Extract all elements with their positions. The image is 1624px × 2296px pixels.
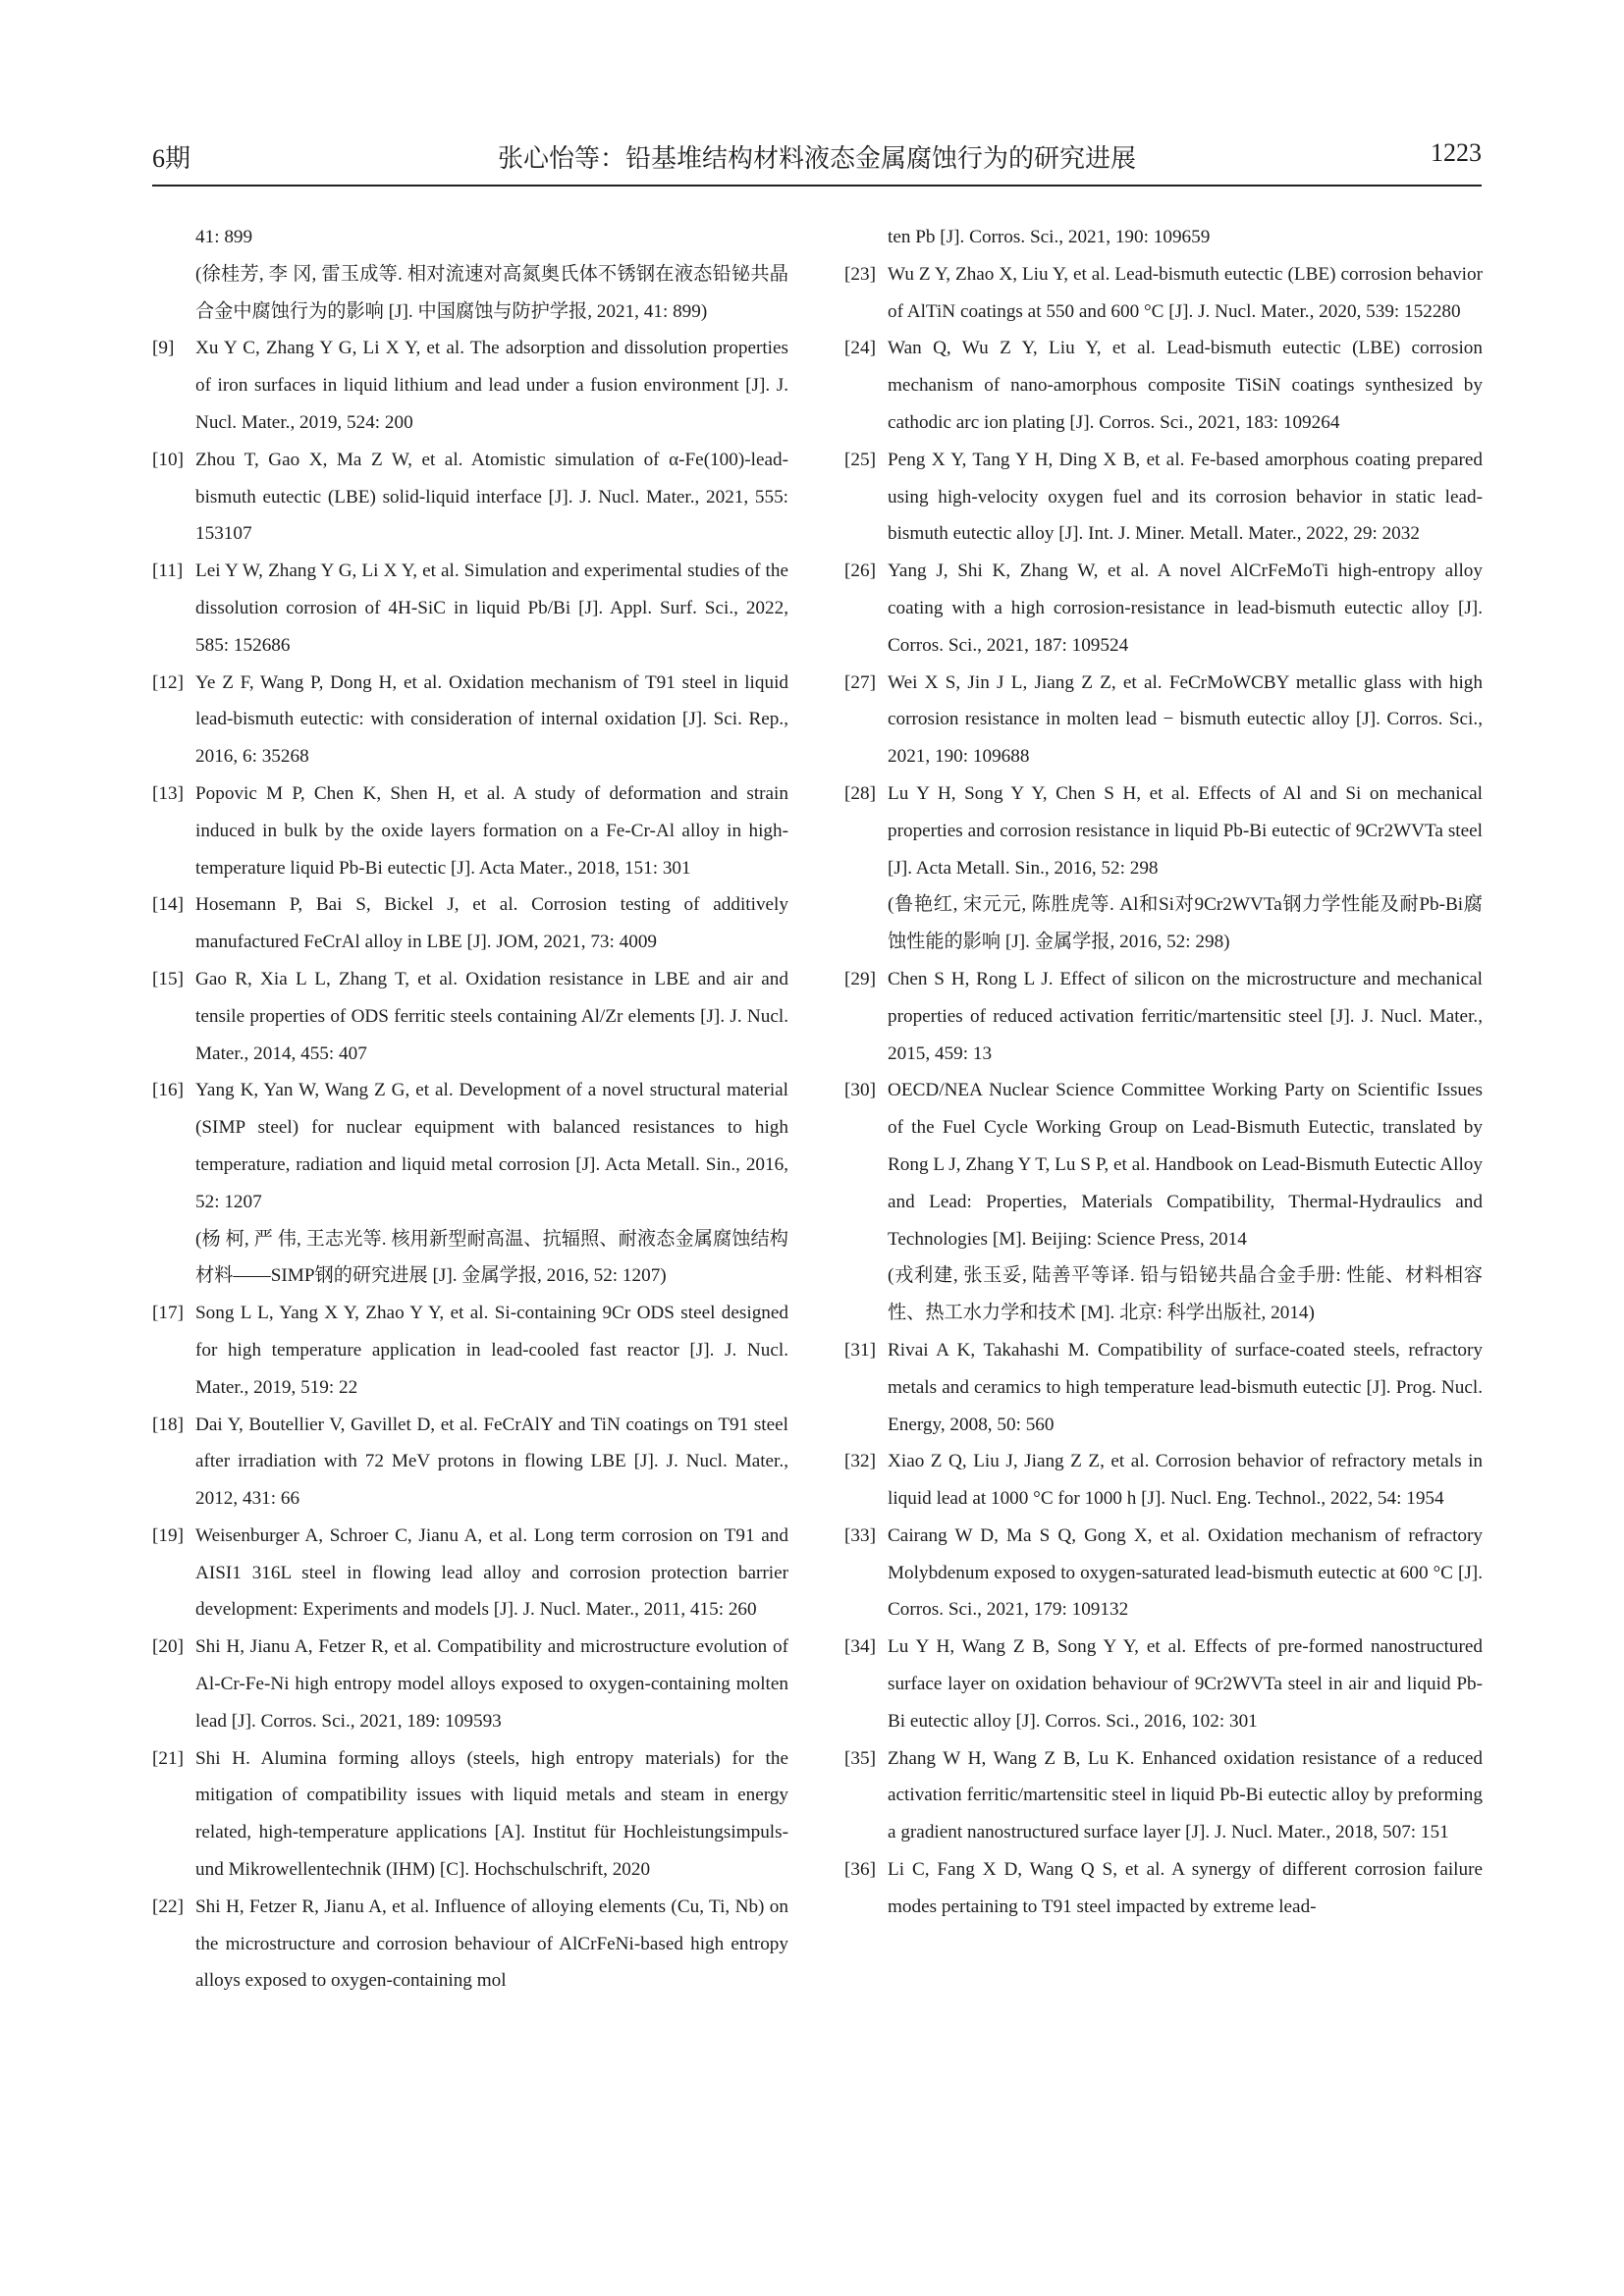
reference-item [152,1295,788,1406]
reference-number: [15] [152,968,184,989]
reference-number: [33] [844,1524,876,1546]
reference-item [152,442,788,553]
reference-item [152,1889,788,2000]
reference-text: Li C, Fang X D, Wang Q S, et al. A synergy of different corrosion failure modes pertaining to T91 steel impacted by extreme lead- [888,1859,1483,1917]
reference-continuation: 41: 899 (徐桂芳, 李 冈, 雷玉成等. 相对流速对高氮奥氏体不锈钢在液态铅铋共晶合金中腐蚀行为的影响 [J]. 中国腐蚀与防护学报, 2021, 41: 899) [195,227,788,322]
reference-item [152,330,788,441]
reference-list [844,256,1483,1926]
reference-item [152,961,788,1072]
reference-item [152,1740,788,1889]
reference-text: Lu Y H, Wang Z B, Song Y Y, et al. Effects of pre-formed nanostructured surface layer on oxidation behaviour of 9Cr2WVTa steel in air and liquid Pb-Bi eutectic alloy [J]. Corros. Sci., 2016, 102: 301 [888,1636,1483,1732]
reference-number: [27] [844,671,876,693]
reference-number: [17] [152,1303,184,1324]
reference-text: Lei Y W, Zhang Y G, Li X Y, et al. Simulation and experimental studies of the dissolution corrosion of 4H-SiC in liquid Pb/Bi [J]. Appl. Surf. Sci., 2022, 585: 152686 [195,561,788,656]
reference-item [152,665,788,775]
reference-number: [21] [152,1747,184,1769]
reference-text: Ye Z F, Wang P, Dong H, et al. Oxidation mechanism of T91 steel in liquid lead-bismuth eutectic: with consideration of internal oxidation [J]. Sci. Rep., 2016, 6: 35268 [195,671,788,768]
reference-translation: (鲁艳红, 宋元元, 陈胜虎等. Al和Si对9Cr2WVTa钢力学性能及耐Pb-Bi腐蚀性能的影响 [J]. 金属学报, 2016, 52: 298) [888,894,1483,953]
reference-item [844,961,1483,1072]
reference-number: [20] [152,1636,184,1658]
reference-item [844,330,1483,441]
reference-text: Shi H, Jianu A, Fetzer R, et al. Compatibility and microstructure evolution of Al-Cr-Fe-Ni high entropy model alloys exposed to oxygen-containing molten lead [J]. Corros. Sci., 2021, 189: 109593 [195,1636,788,1732]
reference-translation: (杨 柯, 严 伟, 王志光等. 核用新型耐高温、抗辐照、耐液态金属腐蚀结构材料——SIMP钢的研究进展 [J]. 金属学报, 2016, 52: 1207) [195,1228,788,1287]
reference-number: [19] [152,1524,184,1546]
reference-text: Gao R, Xia L L, Zhang T, et al. Oxidation resistance in LBE and air and tensile properties of ODS ferritic steels containing Al/Zr elements [J]. J. Nucl. Mater., 2014, 455: 407 [195,968,788,1064]
reference-item [844,1518,1483,1629]
reference-number: [28] [844,782,876,804]
reference-number: [29] [844,968,876,989]
reference-number: [24] [844,338,876,359]
reference-item [152,886,788,961]
reference-item [844,1443,1483,1518]
page-header [152,134,1482,180]
reference-number: [30] [844,1080,876,1101]
reference-text: Xu Y C, Zhang Y G, Li X Y, et al. The adsorption and dissolution properties of iron surfaces in liquid lithium and lead under a fusion environment [J]. J. Nucl. Mater., 2019, 524: 200 [195,338,788,433]
reference-text: Peng X Y, Tang Y H, Ding X B, et al. Fe-based amorphous coating prepared using high-velocity oxygen fuel and its corrosion behavior in static lead-bismuth eutectic alloy [J]. Int. J. Miner. Metall. Mater., 2022, 29: 2032 [888,449,1483,545]
reference-number: [11] [152,561,184,582]
reference-item [844,1851,1483,1926]
reference-item [844,775,1483,961]
reference-number: [25] [844,449,876,470]
journal-issue: 6期 [152,144,191,173]
reference-number: [12] [152,671,184,693]
reference-item [844,1072,1483,1332]
reference-item [152,1072,788,1295]
reference-number: [34] [844,1636,876,1658]
reference-item [152,775,788,886]
reference-text: Yang K, Yan W, Wang Z G, et al. Development of a novel structural material (SIMP steel) for nuclear equipment with balanced resistances to high temperature, radiation and liquid metal corrosion [J]. Acta Metall. Sin., 2016, 52: 1207 [195,1080,788,1212]
reference-number: [10] [152,449,184,470]
reference-continuation: ten Pb [J]. Corros. Sci., 2021, 190: 109659 [888,227,1211,247]
reference-item [152,1518,788,1629]
reference-item [844,1740,1483,1851]
reference-number: [31] [844,1339,876,1361]
reference-text: Yang J, Shi K, Zhang W, et al. A novel AlCrFeMoTi high-entropy alloy coating with a high corrosion-resistance in lead-bismuth eutectic alloy [J]. Corros. Sci., 2021, 187: 109524 [888,561,1483,656]
reference-text: Chen S H, Rong L J. Effect of silicon on the microstructure and mechanical properties of reduced activation ferritic/martensitic steel [J]. J. Nucl. Mater., 2015, 459: 13 [888,968,1483,1064]
reference-item [844,665,1483,775]
reference-text: Wu Z Y, Zhao X, Liu Y, et al. Lead-bismuth eutectic (LBE) corrosion behavior of AlTiN coatings at 550 and 600 °C [J]. J. Nucl. Mater., 2020, 539: 152280 [888,263,1483,322]
reference-text: Song L L, Yang X Y, Zhao Y Y, et al. Si-containing 9Cr ODS steel designed for high temperature application in lead-cooled fast reactor [J]. J. Nucl. Mater., 2019, 519: 22 [195,1303,788,1398]
reference-number: [35] [844,1747,876,1769]
reference-text: Hosemann P, Bai S, Bickel J, et al. Corrosion testing of additively manufactured FeCrAl alloy in LBE [J]. JOM, 2021, 73: 4009 [195,894,788,953]
reference-text: Shi H. Alumina forming alloys (steels, high entropy materials) for the mitigation of compatibility issues with liquid metals and steam in energy related, high-temperature applications [A]. Institut für Hochleistungsimpuls- und Mikrowellentechnik (IHM) [C]. Hochschulschrift, 2020 [195,1747,788,1881]
reference-item [844,553,1483,664]
reference-text: OECD/NEA Nuclear Science Committee Working Party on Scientific Issues of the Fuel Cycle Working Group on Lead-Bismuth Eutectic, translated by Rong L J, Zhang Y T, Lu S P, et al. Handbook on Lead-Bismuth Eutectic Alloy and Lead: Properties, Materials Compatibility, Thermal-Hydraulics and Technologies [M]. Beijing: Science Press, 2014 [888,1080,1483,1250]
reference-item [152,553,788,664]
reference-number: [9] [152,338,175,359]
reference-text: Wei X S, Jin J L, Jiang Z Z, et al. FeCrMoWCBY metallic glass with high corrosion resistance in molten lead − bismuth eutectic alloy [J]. Corros. Sci., 2021, 190: 109688 [888,671,1483,768]
reference-text: Dai Y, Boutellier V, Gavillet D, et al. FeCrAlY and TiN coatings on T91 steel after irradiation with 72 MeV protons in flowing LBE [J]. J. Nucl. Mater., 2012, 431: 66 [195,1414,788,1510]
reference-item [844,256,1483,331]
reference-number: [13] [152,782,184,804]
left-column [152,219,788,2000]
reference-number: [14] [152,894,184,916]
reference-item [844,1332,1483,1443]
reference-item [844,442,1483,553]
reference-text: Weisenburger A, Schroer C, Jianu A, et al. Long term corrosion on T91 and AISI1 316L steel in flowing lead alloy and corrosion protection barrier development: Experiments and models [J]. J. Nucl. Mater., 2011, 415: 260 [195,1524,788,1621]
reference-text: Cairang W D, Ma S Q, Gong X, et al. Oxidation mechanism of refractory Molybdenum exposed to oxygen-saturated lead-bismuth eutectic at 600 °C [J]. Corros. Sci., 2021, 179: 109132 [888,1524,1483,1621]
reference-text: Wan Q, Wu Z Y, Liu Y, et al. Lead-bismuth eutectic (LBE) corrosion mechanism of nano-amorphous composite TiSiN coatings synthesized by cathodic arc ion plating [J]. Corros. Sci., 2021, 183: 109264 [888,338,1483,433]
reference-number: [18] [152,1414,184,1435]
reference-text: Zhou T, Gao X, Ma Z W, et al. Atomistic simulation of α-Fe(100)-lead-bismuth eutectic (LBE) solid-liquid interface [J]. J. Nucl. Mater., 2021, 555: 153107 [195,449,788,545]
reference-number: [26] [844,561,876,582]
reference-translation: (戎利建, 张玉妥, 陆善平等译. 铅与铅铋共晶合金手册: 性能、材料相容性、热工水力学和技术 [M]. 北京: 科学出版社, 2014) [888,1265,1483,1324]
reference-number: [23] [844,263,876,285]
header-rule [152,185,1482,187]
reference-item [152,1407,788,1518]
reference-text: Zhang W H, Wang Z B, Lu K. Enhanced oxidation resistance of a reduced activation ferritic/martensitic steel in liquid Pb-Bi eutectic alloy by preforming a gradient nanostructured surface layer [J]. J. Nucl. Mater., 2018, 507: 151 [888,1747,1483,1843]
page-number: 1223 [1431,138,1482,167]
reference-item [152,1629,788,1739]
reference-list [152,330,788,2000]
reference-number: [36] [844,1859,876,1881]
reference-text: Xiao Z Q, Liu J, Jiang Z Z, et al. Corrosion behavior of refractory metals in liquid lead at 1000 °C for 1000 h [J]. Nucl. Eng. Technol., 2022, 54: 1954 [888,1451,1483,1510]
reference-text: Rivai A K, Takahashi M. Compatibility of surface-coated steels, refractory metals and ceramics to high temperature lead-bismuth eutectic [J]. Prog. Nucl. Energy, 2008, 50: 560 [888,1339,1483,1435]
right-column [844,219,1483,1926]
reference-item [844,1629,1483,1739]
reference-text: Lu Y H, Song Y Y, Chen S H, et al. Effects of Al and Si on mechanical properties and corrosion resistance in liquid Pb-Bi eutectic of 9Cr2WVTa steel [J]. Acta Metall. Sin., 2016, 52: 298 [888,782,1483,879]
reference-number: [32] [844,1451,876,1472]
running-title: 张心怡等：铅基堆结构材料液态金属腐蚀行为的研究进展 [497,144,1136,173]
reference-number: [22] [152,1896,184,1917]
reference-text: Popovic M P, Chen K, Shen H, et al. A study of deformation and strain induced in bulk by the oxide layers formation on a Fe-Cr-Al alloy in high-temperature liquid Pb-Bi eutectic [J]. Acta Mater., 2018, 151: 301 [195,782,788,879]
reference-text: Shi H, Fetzer R, Jianu A, et al. Influence of alloying elements (Cu, Ti, Nb) on the microstructure and corrosion behaviour of AlCrFeNi-based high entropy alloys exposed to oxygen-containing mol [195,1896,788,1992]
reference-number: [16] [152,1080,184,1101]
